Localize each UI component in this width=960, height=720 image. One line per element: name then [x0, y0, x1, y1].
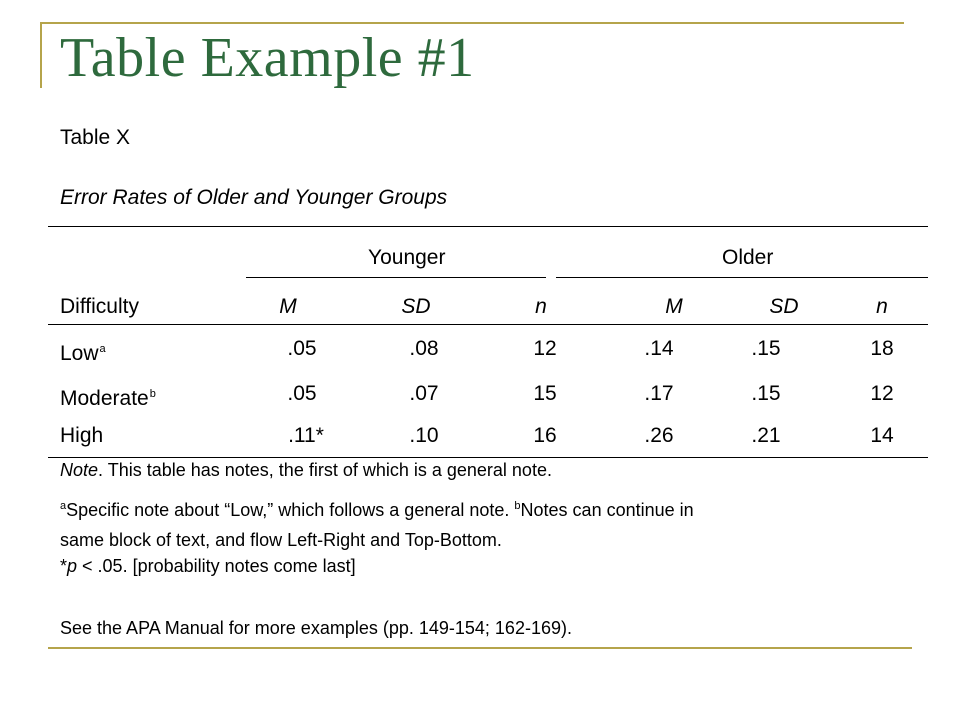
table-caption: Error Rates of Older and Younger Groups — [60, 186, 448, 209]
row-header-difficulty: Difficulty — [60, 295, 139, 318]
table-cell: .10 — [409, 424, 439, 447]
column-header-younger-sd: SD — [401, 295, 431, 318]
table-top-rule — [48, 226, 928, 227]
table-cell: 12 — [533, 337, 557, 360]
column-header-older-sd: SD — [769, 295, 799, 318]
table-cell: .15 — [751, 382, 781, 405]
table-cell: .05 — [287, 337, 317, 360]
younger-group-rule — [246, 277, 546, 278]
slide-frame-top-line — [40, 22, 904, 24]
table-cell: .26 — [644, 424, 674, 447]
table-cell: .15 — [751, 337, 781, 360]
slide-title: Table Example #1 — [60, 27, 475, 89]
table-cell: .08 — [409, 337, 439, 360]
see-also-note: See the APA Manual for more examples (pp. 149-154; 162-169). — [60, 618, 572, 638]
group-header-younger: Younger — [368, 246, 446, 269]
column-header-older-n: n — [876, 295, 888, 318]
group-header-older: Older — [722, 246, 774, 269]
table-label: Table X — [60, 126, 131, 149]
footnote-marker-a: a — [99, 343, 106, 355]
table-cell: .21 — [751, 424, 781, 447]
table-cell: 16 — [533, 424, 557, 447]
table-cell: 12 — [870, 382, 894, 405]
table-cell: 18 — [870, 337, 894, 360]
table-cell: .11* — [288, 424, 324, 447]
header-bottom-rule — [48, 324, 928, 325]
older-group-rule — [556, 277, 928, 278]
footnote-marker-b: b — [149, 388, 156, 400]
slide-frame-left-line — [40, 22, 42, 88]
slide-frame-bottom-line — [48, 647, 912, 649]
column-header-younger-m: M — [279, 295, 297, 318]
column-header-younger-n: n — [535, 295, 547, 318]
specific-note-b-continued: same block of text, and flow Left-Right and Top-Bottom. — [60, 530, 502, 550]
table-bottom-rule — [48, 457, 928, 458]
table-cell: 14 — [870, 424, 894, 447]
specific-note-a: $^a$Specific note about “Low,” which follows a general note. $^b$Notes can continue in — [60, 500, 694, 520]
row-label-low: Low$^a$ — [60, 342, 106, 365]
row-label-high: High — [60, 424, 104, 447]
table-cell: .05 — [287, 382, 317, 405]
table-cell: .07 — [409, 382, 439, 405]
table-cell: .17 — [644, 382, 674, 405]
table-cell: 15 — [533, 382, 557, 405]
probability-note: *p < .05. [probability notes come last] — [60, 556, 356, 576]
general-note: Note. This table has notes, the first of which is a general note. — [60, 460, 552, 480]
column-header-older-m: M — [665, 295, 683, 318]
table-cell: .14 — [644, 337, 674, 360]
row-label-moderate: Moderate$^b$ — [60, 387, 156, 410]
